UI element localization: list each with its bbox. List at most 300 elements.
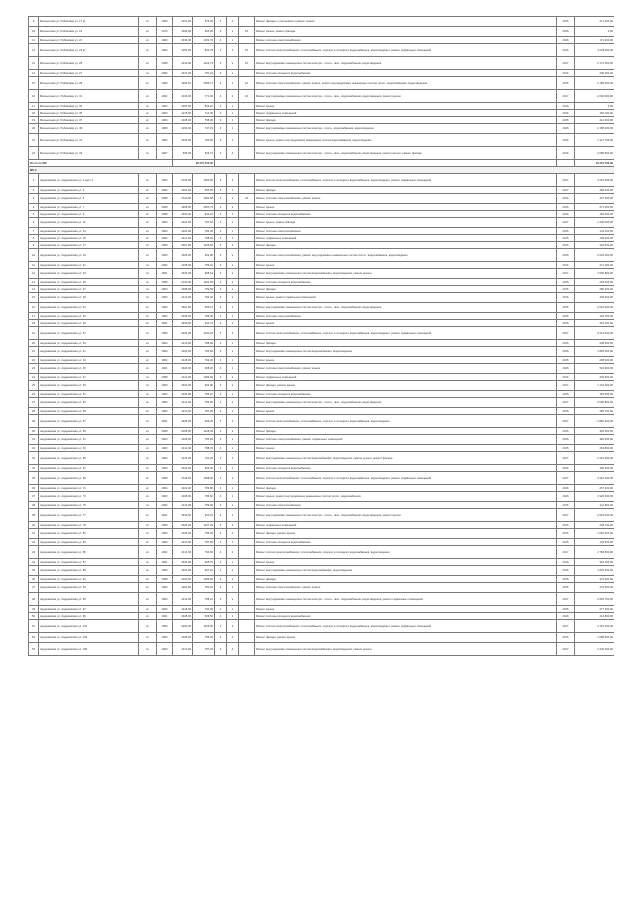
table-row <box>29 44 615 57</box>
row-address: Андреевская ул. Андреевская ул. 31 <box>39 303 139 313</box>
row-year: 1961 <box>157 269 173 279</box>
row-cost: 1 530 800,00 <box>575 269 615 279</box>
row-work-description: Ремонт фасада с утеплением и ремонт кровли <box>255 17 557 27</box>
row-plan-year: 2016 <box>557 340 575 347</box>
row-apartments <box>239 269 255 279</box>
row-apartments: 18 <box>239 27 255 37</box>
row-apartments <box>239 70 255 77</box>
row-living-area: 1184,68 <box>193 194 215 204</box>
row-wall-material: кп <box>139 559 157 566</box>
row-apartments <box>239 613 255 620</box>
row-living-area: 560,05 <box>193 187 215 194</box>
row-apartments <box>239 313 255 320</box>
row-floors: 4 <box>215 613 227 620</box>
row-wall-material: кп <box>139 502 157 509</box>
row-number: 48 <box>29 593 39 606</box>
row-area: 2118,00 <box>173 472 193 485</box>
row-work-description: Ремонт фасада <box>255 286 557 293</box>
row-area: 1412,00 <box>173 293 193 303</box>
total-row <box>29 160 615 167</box>
row-number: 39 <box>29 509 39 522</box>
row-number: 15 <box>29 293 39 303</box>
row-year: 1962 <box>157 235 173 242</box>
row-living-area: 788,02 <box>193 235 215 242</box>
table-row <box>29 502 615 509</box>
row-year: 1959 <box>157 204 173 211</box>
row-number: 9 <box>29 17 39 27</box>
row-number: 13 <box>29 57 39 70</box>
table-row <box>29 70 615 77</box>
row-number: 43 <box>29 546 39 559</box>
row-wall-material: кп <box>139 357 157 364</box>
row-number: 1 <box>29 174 39 187</box>
row-living-area: 902,90 <box>193 249 215 262</box>
row-floors: 4 <box>215 559 227 566</box>
row-plan-year: 2017 <box>557 509 575 522</box>
table-row <box>29 576 615 583</box>
row-entrances: 1 <box>227 559 239 566</box>
row-work-description: Ремонт крыши <box>255 559 557 566</box>
table-row <box>29 435 615 445</box>
row-floors: 4 <box>215 445 227 452</box>
row-apartments <box>239 340 255 347</box>
row-address: Андреевская ул. Андреевская ул. 25 <box>39 279 139 286</box>
row-living-area: 1186,90 <box>193 374 215 381</box>
row-cost: 271 200,00 <box>575 262 615 269</box>
row-work-description: Ремонт крыши, ремонт подвальных помещений <box>255 293 557 303</box>
row-number: 22 <box>29 147 39 160</box>
row-plan-year: 2015 <box>557 391 575 398</box>
row-address: Андреевская ул. Андреевская ул. 89 <box>39 566 139 576</box>
row-wall-material: кп <box>139 320 157 327</box>
row-number: 9 <box>29 242 39 249</box>
row-area: 1626,00 <box>173 364 193 374</box>
row-address: Андреевская ул. Андреевская ул. 39 <box>39 340 139 347</box>
row-cost: 0,00 <box>575 103 615 110</box>
row-number: 35 <box>29 472 39 485</box>
row-plan-year: 2016 <box>557 408 575 415</box>
row-work-description: Ремонт системы электроснабжения, ремонт крыши <box>255 364 557 374</box>
row-entrances: 1 <box>227 124 239 134</box>
row-apartments <box>239 218 255 228</box>
row-apartments <box>239 37 255 44</box>
row-cost: 2 174 500,00 <box>575 57 615 70</box>
row-cost: 341 900,00 <box>575 576 615 583</box>
table-row <box>29 269 615 279</box>
row-entrances: 1 <box>227 44 239 57</box>
table-row <box>29 303 615 313</box>
row-plan-year: 2017 <box>557 327 575 340</box>
row-address: Андреевская ул. Андреевская ул. 73 <box>39 492 139 502</box>
row-number: 52 <box>29 633 39 643</box>
row-address: Андреевская ул. Андреевская ул. 33 <box>39 313 139 320</box>
row-plan-year: 2016 <box>557 583 575 593</box>
row-work-description: Ремонт системы холодного водоснабжения <box>255 613 557 620</box>
row-entrances: 2 <box>227 279 239 286</box>
row-address: Андреевская ул. Андреевская ул. 49 <box>39 381 139 391</box>
table-row <box>29 529 615 539</box>
row-address: Андреевская ул. Андреевская ул. 103 <box>39 633 139 643</box>
row-entrances: 1 <box>227 566 239 576</box>
row-apartments <box>239 472 255 485</box>
row-area: 1404,00 <box>173 583 193 593</box>
row-entrances: 1 <box>227 415 239 428</box>
row-apartments <box>239 110 255 117</box>
row-area: 1406,00 <box>173 391 193 398</box>
row-year: 1964 <box>157 485 173 492</box>
row-plan-year: 2015 <box>557 357 575 364</box>
row-year: 1967 <box>157 147 173 160</box>
row-living-area: 790,60 <box>193 546 215 559</box>
row-plan-year: 2016 <box>557 27 575 37</box>
row-entrances: 1 <box>227 228 239 235</box>
table-row <box>29 320 615 327</box>
row-plan-year: 2015 <box>557 235 575 242</box>
table-row <box>29 134 615 147</box>
table-row <box>29 606 615 613</box>
row-wall-material: кп <box>139 117 157 124</box>
row-number: 40 <box>29 522 39 529</box>
row-work-description: Ремонт крыши <box>255 408 557 415</box>
row-floors: 4 <box>215 364 227 374</box>
row-year: 1962 <box>157 134 173 147</box>
row-work-description: Ремонт системы холодного водоснабжения <box>255 70 557 77</box>
row-entrances: 2 <box>227 428 239 435</box>
row-number: 18 <box>29 110 39 117</box>
row-area: 1296,00 <box>173 124 193 134</box>
row-work-description: Ремонт системы электроснабжения, ремонт крыши, ремонт внутридомовых инженерных систем тепло-, водоснабжения, водоотведения <box>255 77 557 90</box>
row-year: 1961 <box>157 509 173 522</box>
row-year: 1964 <box>157 583 173 593</box>
row-address: Андреевская ул. Андреевская ул. 27 <box>39 286 139 293</box>
row-apartments <box>239 593 255 606</box>
row-entrances: 1 <box>227 465 239 472</box>
row-entrances: 2 <box>227 242 239 249</box>
row-cost: 316 200,00 <box>575 320 615 327</box>
row-cost: 160 000,00 <box>575 110 615 117</box>
row-wall-material: кп <box>139 286 157 293</box>
row-work-description: Ремонт системы электроснабжения, ремонт внутридомовых инженерных систем тепло-, водоснабжения, водоотведения <box>255 249 557 262</box>
row-address: Андреевская ул. Андреевская ул. 35 <box>39 320 139 327</box>
row-year: 1964 <box>157 218 173 228</box>
row-living-area: 784,30 <box>193 228 215 235</box>
row-apartments <box>239 17 255 27</box>
row-year: 1964 <box>157 529 173 539</box>
row-year: 1960 <box>157 249 173 262</box>
row-address: Мельничная ул. Рябиновая ул. 27 <box>39 70 139 77</box>
row-apartments <box>239 364 255 374</box>
row-living-area: 909,50 <box>193 613 215 620</box>
row-cost: 2 096 800,00 <box>575 398 615 408</box>
table-row <box>29 117 615 124</box>
row-entrances: 1 <box>227 391 239 398</box>
row-entrances: 1 <box>227 643 239 656</box>
row-work-description: Ремонт внутридомовых инженерных систем электро-, тепло-, газо-, водоснабжения, водоотведения, ремонт крыши <box>255 90 557 103</box>
row-wall-material: кп <box>139 539 157 546</box>
row-year: 1963 <box>157 539 173 546</box>
table-row <box>29 228 615 235</box>
row-area: 1440,00 <box>173 57 193 70</box>
row-entrances: 2 <box>227 374 239 381</box>
row-cost: 298 000,00 <box>575 357 615 364</box>
row-wall-material: кп <box>139 187 157 194</box>
row-apartments <box>239 303 255 313</box>
row-plan-year: 2017 <box>557 452 575 465</box>
row-cost: 352 300,00 <box>575 428 615 435</box>
row-cost: 0,00 <box>575 27 615 37</box>
row-cost: 248 600,00 <box>575 340 615 347</box>
row-living-area: 786,30 <box>193 633 215 643</box>
row-plan-year: 2016 <box>557 103 575 110</box>
row-floors: 4 <box>215 44 227 57</box>
table-row <box>29 57 615 70</box>
row-area: 1374,00 <box>173 70 193 77</box>
row-plan-year: 2017 <box>557 174 575 187</box>
row-wall-material: кп <box>139 124 157 134</box>
row-floors: 3 <box>215 110 227 117</box>
row-wall-material: кп <box>139 269 157 279</box>
row-living-area: 789,60 <box>193 398 215 408</box>
row-work-description: Ремонт систем электроснабжения, теплоснабжения, горячего и холодного водоснабжения, водоотведения, ремонт подвальных помещений <box>255 44 557 57</box>
row-entrances: 1 <box>227 452 239 465</box>
row-work-description: Ремонт фасада <box>255 187 557 194</box>
row-floors: 4 <box>215 303 227 313</box>
table-row <box>29 492 615 502</box>
row-apartments <box>239 228 255 235</box>
row-apartments <box>239 357 255 364</box>
row-entrances: 1 <box>227 313 239 320</box>
row-floors: 4 <box>215 465 227 472</box>
row-living-area: 792,40 <box>193 357 215 364</box>
row-address: Андреевская ул. Андреевская ул. 11 <box>39 218 139 228</box>
row-area: 1408,00 <box>173 435 193 445</box>
row-entrances: 1 <box>227 502 239 509</box>
row-floors: 4 <box>215 57 227 70</box>
table-row <box>29 408 615 415</box>
row-wall-material: кп <box>139 643 157 656</box>
row-address: Андреевская ул. Андреевская ул. 47 <box>39 374 139 381</box>
row-year: 1963 <box>157 643 173 656</box>
row-number: 14 <box>29 70 39 77</box>
row-year: 1961 <box>157 415 173 428</box>
row-wall-material: кп <box>139 576 157 583</box>
row-work-description: Ремонт фасада <box>255 242 557 249</box>
row-plan-year: 2016 <box>557 110 575 117</box>
row-living-area: 792,00 <box>193 606 215 613</box>
row-wall-material: кп <box>139 90 157 103</box>
row-work-description: Ремонт системы электроснабжения <box>255 37 557 44</box>
row-address: Андреевская ул. Андреевская ул. 51 <box>39 391 139 398</box>
row-wall-material: кп <box>139 606 157 613</box>
row-entrances: 1 <box>227 364 239 374</box>
row-entrances: 1 <box>227 492 239 502</box>
table-row <box>29 445 615 452</box>
row-living-area: 786,00 <box>193 435 215 445</box>
row-entrances: 1 <box>227 435 239 445</box>
row-entrances: 1 <box>227 303 239 313</box>
row-cost: 2 180 000,00 <box>575 77 615 90</box>
row-year: 1964 <box>157 435 173 445</box>
row-apartments <box>239 124 255 134</box>
row-number: 21 <box>29 134 39 147</box>
table-row <box>29 593 615 606</box>
row-cost: 2 040 000,00 <box>575 90 615 103</box>
row-number: 44 <box>29 559 39 566</box>
row-wall-material: кп <box>139 228 157 235</box>
row-cost: 277 300,00 <box>575 606 615 613</box>
row-area: 1004,00 <box>173 187 193 194</box>
row-work-description: Ремонт крыши <box>255 262 557 269</box>
row-work-description: Ремонт системы электроснабжения, ремонт крыши <box>255 194 557 204</box>
row-cost: 2 246 000,00 <box>575 643 615 656</box>
row-plan-year: 2016 <box>557 492 575 502</box>
row-work-description: Ремонт систем электроснабжения, теплоснабжения, горячего и холодного водоснабжения, водоотведения, ремонт подвальных помещений <box>255 174 557 187</box>
row-cost: 286 700,00 <box>575 408 615 415</box>
row-number: 3 <box>29 194 39 204</box>
row-apartments <box>239 293 255 303</box>
row-address: Андреевская ул. Андреевская ул. 65 <box>39 452 139 465</box>
table-row <box>29 293 615 303</box>
row-address: Мельничная ул. Рябиновая ул. 41 <box>39 134 139 147</box>
row-number: 20 <box>29 340 39 347</box>
row-living-area: 787,30 <box>193 408 215 415</box>
row-address: Андреевская ул. Андреевская ул. 75 <box>39 502 139 509</box>
row-area: 1628,00 <box>173 249 193 262</box>
row-cost: 212 800,00 <box>575 613 615 620</box>
row-number: 33 <box>29 452 39 465</box>
row-year: 1962 <box>157 606 173 613</box>
row-floors: 3 <box>215 70 227 77</box>
row-plan-year: 2016 <box>557 134 575 147</box>
row-entrances: 2 <box>227 174 239 187</box>
table-row <box>29 472 615 485</box>
row-area: 1418,00 <box>173 606 193 613</box>
row-cost: 1 062 400,00 <box>575 529 615 539</box>
row-plan-year: 2016 <box>557 303 575 313</box>
row-work-description: Ремонт системы электроснабжения <box>255 502 557 509</box>
row-entrances: 2 <box>227 327 239 340</box>
row-year: 1959 <box>157 242 173 249</box>
row-plan-year: 2015 <box>557 576 575 583</box>
row-year: 1964 <box>157 103 173 110</box>
row-living-area: 1128,40 <box>193 428 215 435</box>
row-apartments: 16 <box>239 90 255 103</box>
row-year: 1958 <box>157 472 173 485</box>
row-floors: 4 <box>215 509 227 522</box>
row-year: 1963 <box>157 492 173 502</box>
row-address: Мельничная ул. Рябиновая ул. 21 <box>39 37 139 44</box>
row-floors: 4 <box>215 428 227 435</box>
row-apartments <box>239 445 255 452</box>
table-row <box>29 428 615 435</box>
row-area: 2024,00 <box>173 242 193 249</box>
row-entrances: 1 <box>227 249 239 262</box>
row-wall-material: кп <box>139 374 157 381</box>
row-living-area: 529,71 <box>193 147 215 160</box>
row-apartments <box>239 428 255 435</box>
row-living-area: 1102,74 <box>193 57 215 70</box>
row-cost: 214 300,00 <box>575 117 615 124</box>
row-plan-year: 2017 <box>557 620 575 633</box>
row-address: Мельничная ул. Рябиновая ул. 19 <box>39 27 139 37</box>
row-apartments <box>239 559 255 566</box>
row-area: 2130,00 <box>173 279 193 286</box>
row-wall-material: кп <box>139 347 157 357</box>
table-row <box>29 124 615 134</box>
row-living-area: 1054,73 <box>193 204 215 211</box>
row-floors: 4 <box>215 228 227 235</box>
row-address: Андреевская ул. Андреевская ул. 29 <box>39 293 139 303</box>
row-living-area: 788,40 <box>193 313 215 320</box>
row-area: 1424,00 <box>173 218 193 228</box>
row-work-description: Ремонт внутридомовых инженерных систем электро-, тепло-, газо-, водоснабжения, водоотведения, ремонт крыши <box>255 509 557 522</box>
row-cost: 178 900,00 <box>575 539 615 546</box>
row-address: Мельничная ул. Рябиновая ул. 37 <box>39 117 139 124</box>
row-plan-year: 2015 <box>557 606 575 613</box>
row-floors: 4 <box>215 398 227 408</box>
row-cost: 2 127 700,00 <box>575 134 615 147</box>
row-apartments <box>239 509 255 522</box>
row-area: 1406,00 <box>173 529 193 539</box>
row-year: 1958 <box>157 211 173 218</box>
row-work-description: Ремонт подвальных помещений <box>255 522 557 529</box>
row-wall-material: кп <box>139 313 157 320</box>
row-wall-material: кп <box>139 44 157 57</box>
row-floors: 4 <box>215 357 227 364</box>
row-entrances: 2 <box>227 522 239 529</box>
row-cost: 1 230 000,00 <box>575 218 615 228</box>
row-apartments <box>239 187 255 194</box>
row-living-area: 908,30 <box>193 364 215 374</box>
row-address: Андреевская ул. Андреевская ул. 59 <box>39 428 139 435</box>
row-work-description: Ремонт внутридомовых инженерных систем водоснабжения, водоотведения <box>255 347 557 357</box>
row-living-area: 798,30 <box>193 117 215 124</box>
row-area: 1406,00 <box>173 90 193 103</box>
row-number: 15 <box>29 77 39 90</box>
row-wall-material: кп <box>139 428 157 435</box>
row-floors: 4 <box>215 435 227 445</box>
table-row <box>29 187 615 194</box>
row-wall-material: кп <box>139 147 157 160</box>
row-cost: 1 860 000,00 <box>575 347 615 357</box>
row-work-description: Ремонт крыши <box>255 204 557 211</box>
row-floors: 4 <box>215 492 227 502</box>
row-number: 10 <box>29 249 39 262</box>
row-year: 1963 <box>157 293 173 303</box>
row-work-description: Ремонт системы электроснабжения, ремонт крыши <box>255 583 557 593</box>
row-year: 1964 <box>157 117 173 124</box>
row-wall-material: кп <box>139 134 157 147</box>
table-row <box>29 633 615 643</box>
row-living-area: 788,70 <box>193 445 215 452</box>
row-work-description: Ремонт крыши <box>255 320 557 327</box>
row-number: 16 <box>29 303 39 313</box>
row-cost: 2 504 000,00 <box>575 509 615 522</box>
row-plan-year: 2016 <box>557 374 575 381</box>
row-entrances: 1 <box>227 218 239 228</box>
row-floors: 4 <box>215 583 227 593</box>
row-wall-material: кп <box>139 452 157 465</box>
row-address: Андреевская ул. Андреевская ул. 53 <box>39 398 139 408</box>
row-number: 11 <box>29 262 39 269</box>
row-entrances: 1 <box>227 37 239 44</box>
row-address: Андреевская ул. Андреевская ул. 83 <box>39 539 139 546</box>
row-living-area: 908,61 <box>193 269 215 279</box>
row-work-description: Ремонт фасада, ремонт крыши <box>255 381 557 391</box>
row-address: Мельничная ул. Рябиновая ул. 23 к1 <box>39 44 139 57</box>
row-plan-year: 2016 <box>557 249 575 262</box>
row-floors: 4 <box>215 539 227 546</box>
